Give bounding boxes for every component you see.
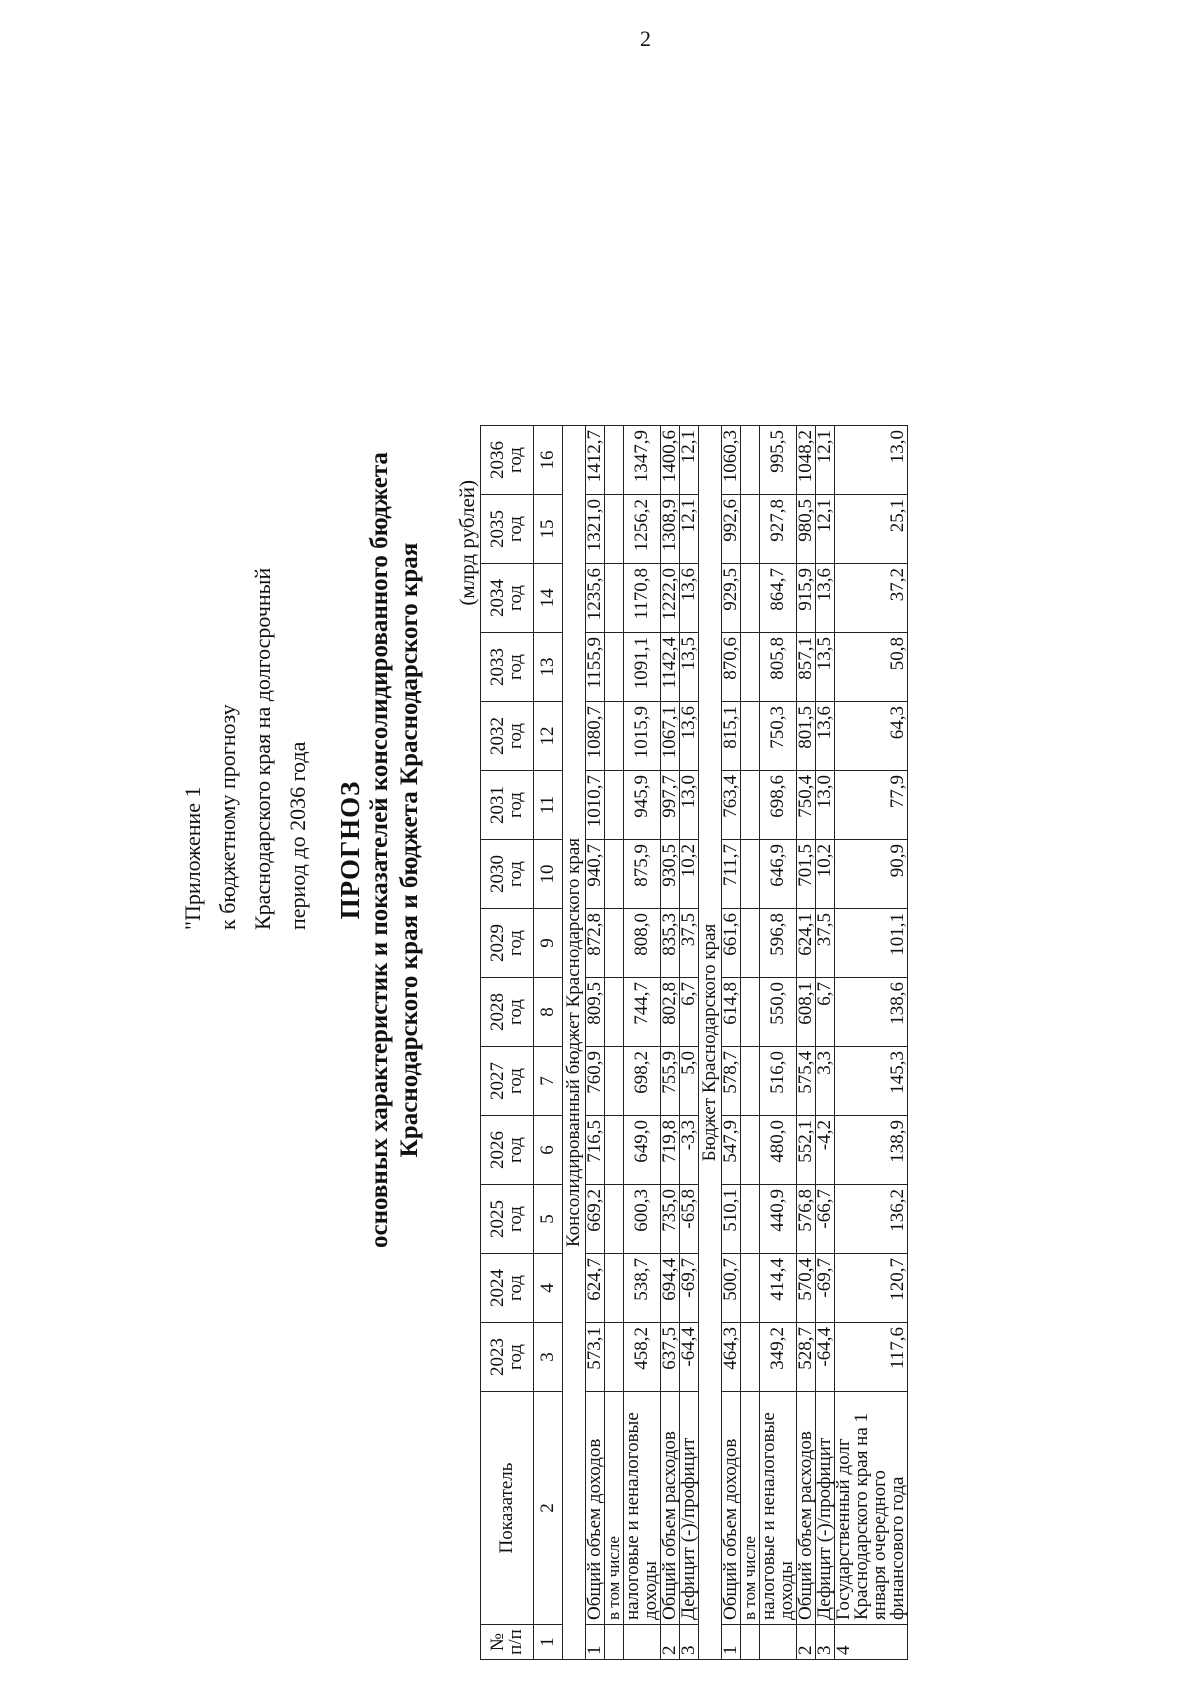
value-cell: 1222,0: [661, 564, 680, 633]
table-header-row: [481, 426, 534, 1660]
page-number: 2: [640, 26, 651, 51]
table-row: [797, 426, 816, 1660]
table-row: [835, 426, 908, 1660]
value-cell: 13,0: [816, 771, 835, 840]
value-cell: 857,1: [797, 633, 816, 702]
value-cell: -65,8: [680, 1185, 699, 1254]
value-cell: 750,3: [760, 702, 797, 771]
value-cell: 538,7: [624, 1254, 661, 1323]
value-cell: 101,1: [835, 909, 908, 978]
rotated-page-content: [0, 40, 1200, 1660]
value-cell: 760,9: [586, 1047, 605, 1116]
value-cell: 802,8: [661, 978, 680, 1047]
row-number: 1: [586, 1625, 605, 1660]
value-cell: 930,5: [661, 840, 680, 909]
value-cell: 1347,9: [624, 426, 661, 495]
value-cell: 25,1: [835, 495, 908, 564]
column-number: 4: [534, 1254, 563, 1323]
value-cell: 719,8: [661, 1116, 680, 1185]
value-cell: -4,2: [816, 1116, 835, 1185]
row-label: Общий объем расходов: [797, 1392, 816, 1625]
value-cell: 575,4: [797, 1047, 816, 1116]
appendix-note: [175, 568, 315, 930]
column-numbers-row: [534, 426, 563, 1660]
value-cell: 624,1: [797, 909, 816, 978]
column-number: 15: [534, 495, 563, 564]
value-cell: 1091,1: [624, 633, 661, 702]
value-cell: -64,4: [680, 1323, 699, 1392]
column-number: 7: [534, 1047, 563, 1116]
header-year: 2030 год: [481, 840, 534, 909]
empty-cell: [741, 495, 760, 564]
empty-cell: [605, 495, 624, 564]
value-cell: 1170,8: [624, 564, 661, 633]
value-cell: 716,5: [586, 1116, 605, 1185]
value-cell: 12,1: [680, 495, 699, 564]
empty-cell: [605, 633, 624, 702]
value-cell: 614,8: [722, 978, 741, 1047]
value-cell: -3,3: [680, 1116, 699, 1185]
appendix-line: период до 2036 года: [285, 741, 310, 930]
value-cell: -69,7: [816, 1254, 835, 1323]
value-cell: 1412,7: [586, 426, 605, 495]
row-label: Государственный долг Краснодарского края на 1 января очередного финансового года: [835, 1392, 908, 1625]
empty-cell: [741, 633, 760, 702]
value-cell: 10,2: [816, 840, 835, 909]
row-number: 3: [680, 1625, 699, 1660]
value-cell: 624,7: [586, 1254, 605, 1323]
row-label: Общий объем доходов: [722, 1392, 741, 1625]
value-cell: 835,3: [661, 909, 680, 978]
row-label: налоговые и неналоговые доходы: [624, 1392, 661, 1625]
value-cell: 929,5: [722, 564, 741, 633]
value-cell: 349,2: [760, 1323, 797, 1392]
column-number: 9: [534, 909, 563, 978]
value-cell: 90,9: [835, 840, 908, 909]
value-cell: 10,2: [680, 840, 699, 909]
value-cell: 711,7: [722, 840, 741, 909]
value-cell: -69,7: [680, 1254, 699, 1323]
table-row: [722, 426, 741, 1660]
empty-cell: [605, 702, 624, 771]
column-number: 8: [534, 978, 563, 1047]
column-number: 13: [534, 633, 563, 702]
empty-cell: [605, 564, 624, 633]
value-cell: 864,7: [760, 564, 797, 633]
value-cell: 138,9: [835, 1116, 908, 1185]
value-cell: 578,7: [722, 1047, 741, 1116]
value-cell: 649,0: [624, 1116, 661, 1185]
value-cell: 1015,9: [624, 702, 661, 771]
row-number: [605, 1625, 624, 1660]
value-cell: 12,1: [816, 426, 835, 495]
value-cell: 940,7: [586, 840, 605, 909]
table-row: [605, 426, 624, 1660]
value-cell: 608,1: [797, 978, 816, 1047]
value-cell: 805,8: [760, 633, 797, 702]
table-row: [680, 426, 699, 1660]
row-number: 2: [661, 1625, 680, 1660]
row-label: Общий объем доходов: [586, 1392, 605, 1625]
value-cell: 815,1: [722, 702, 741, 771]
value-cell: 1010,7: [586, 771, 605, 840]
row-label: Общий объем расходов: [661, 1392, 680, 1625]
header-year: 2028 год: [481, 978, 534, 1047]
value-cell: 870,6: [722, 633, 741, 702]
value-cell: 5,0: [680, 1047, 699, 1116]
value-cell: 37,5: [680, 909, 699, 978]
value-cell: 13,6: [816, 564, 835, 633]
column-number: 14: [534, 564, 563, 633]
section-row: [563, 426, 586, 1660]
header-year: 2031 год: [481, 771, 534, 840]
column-number: 1: [534, 1625, 563, 1660]
value-cell: 661,6: [722, 909, 741, 978]
empty-cell: [605, 771, 624, 840]
value-cell: 37,2: [835, 564, 908, 633]
empty-cell: [605, 426, 624, 495]
table-row: [760, 426, 797, 1660]
value-cell: 801,5: [797, 702, 816, 771]
title-main: ПРОГНОЗ: [335, 780, 365, 920]
column-number: 6: [534, 1116, 563, 1185]
title-line: основных характеристик и показателей консолидированного бюджета: [366, 452, 393, 1248]
value-cell: -64,4: [816, 1323, 835, 1392]
value-cell: 1155,9: [586, 633, 605, 702]
header-year: 2035 год: [481, 495, 534, 564]
value-cell: 117,6: [835, 1323, 908, 1392]
value-cell: 37,5: [816, 909, 835, 978]
empty-cell: [741, 1047, 760, 1116]
value-cell: 13,0: [835, 426, 908, 495]
value-cell: 945,9: [624, 771, 661, 840]
column-number: 3: [534, 1323, 563, 1392]
value-cell: 809,5: [586, 978, 605, 1047]
header-year: 2032 год: [481, 702, 534, 771]
value-cell: 600,3: [624, 1185, 661, 1254]
units-label: (млрд рублей): [455, 480, 479, 606]
empty-cell: [741, 840, 760, 909]
value-cell: 995,5: [760, 426, 797, 495]
column-number: 10: [534, 840, 563, 909]
value-cell: 414,4: [760, 1254, 797, 1323]
value-cell: 573,1: [586, 1323, 605, 1392]
row-number: [741, 1625, 760, 1660]
value-cell: 3,3: [816, 1047, 835, 1116]
appendix-line: к бюджетному прогнозу: [215, 704, 240, 930]
value-cell: 701,5: [797, 840, 816, 909]
empty-cell: [741, 426, 760, 495]
value-cell: 915,9: [797, 564, 816, 633]
header-year: 2025 год: [481, 1185, 534, 1254]
value-cell: 808,0: [624, 909, 661, 978]
table-row: [741, 426, 760, 1660]
value-cell: 510,1: [722, 1185, 741, 1254]
appendix-line: Краснодарского края на долгосрочный: [250, 567, 275, 930]
value-cell: 637,5: [661, 1323, 680, 1392]
header-year: 2034 год: [481, 564, 534, 633]
value-cell: 596,8: [760, 909, 797, 978]
section-title: Консолидированный бюджет Краснодарского края: [563, 426, 586, 1660]
value-cell: 698,6: [760, 771, 797, 840]
value-cell: 464,3: [722, 1323, 741, 1392]
value-cell: 6,7: [680, 978, 699, 1047]
table-row: [586, 426, 605, 1660]
value-cell: 750,4: [797, 771, 816, 840]
value-cell: 927,8: [760, 495, 797, 564]
value-cell: 480,0: [760, 1116, 797, 1185]
row-label: налоговые и неналоговые доходы: [760, 1392, 797, 1625]
value-cell: 6,7: [816, 978, 835, 1047]
value-cell: 872,8: [586, 909, 605, 978]
header-year: 2027 год: [481, 1047, 534, 1116]
value-cell: 13,6: [680, 564, 699, 633]
value-cell: 698,2: [624, 1047, 661, 1116]
value-cell: 77,9: [835, 771, 908, 840]
value-cell: 136,2: [835, 1185, 908, 1254]
empty-cell: [741, 1185, 760, 1254]
value-cell: 570,4: [797, 1254, 816, 1323]
empty-cell: [605, 1254, 624, 1323]
header-year: 2026 год: [481, 1116, 534, 1185]
row-label: Дефицит (-)/профицит: [680, 1392, 699, 1625]
value-cell: 1067,1: [661, 702, 680, 771]
row-number: 4: [835, 1625, 908, 1660]
value-cell: 1308,9: [661, 495, 680, 564]
header-indicator: Показатель: [481, 1392, 534, 1625]
value-cell: 13,6: [816, 702, 835, 771]
empty-cell: [741, 978, 760, 1047]
section-row: [699, 426, 722, 1660]
value-cell: 440,9: [760, 1185, 797, 1254]
value-cell: 744,7: [624, 978, 661, 1047]
value-cell: 12,1: [680, 426, 699, 495]
value-cell: 13,5: [680, 633, 699, 702]
forecast-table: [480, 425, 908, 1660]
value-cell: 516,0: [760, 1047, 797, 1116]
value-cell: -66,7: [816, 1185, 835, 1254]
value-cell: 500,7: [722, 1254, 741, 1323]
empty-cell: [605, 1185, 624, 1254]
row-number: [760, 1625, 797, 1660]
row-label: в том числе: [741, 1392, 760, 1625]
value-cell: 12,1: [816, 495, 835, 564]
empty-cell: [741, 702, 760, 771]
table-row: [624, 426, 661, 1660]
value-cell: 1256,2: [624, 495, 661, 564]
value-cell: 13,0: [680, 771, 699, 840]
value-cell: 1400,6: [661, 426, 680, 495]
value-cell: 992,6: [722, 495, 741, 564]
empty-cell: [605, 1116, 624, 1185]
row-number: 2: [797, 1625, 816, 1660]
value-cell: 120,7: [835, 1254, 908, 1323]
column-number: 11: [534, 771, 563, 840]
value-cell: 1142,4: [661, 633, 680, 702]
column-number: 2: [534, 1392, 563, 1625]
empty-cell: [741, 1323, 760, 1392]
value-cell: 1048,2: [797, 426, 816, 495]
value-cell: 1080,7: [586, 702, 605, 771]
row-number: 1: [722, 1625, 741, 1660]
value-cell: 875,9: [624, 840, 661, 909]
value-cell: 13,6: [680, 702, 699, 771]
header-year: 2033 год: [481, 633, 534, 702]
header-year: 2036 год: [481, 426, 534, 495]
value-cell: 735,0: [661, 1185, 680, 1254]
value-cell: 1321,0: [586, 495, 605, 564]
empty-cell: [741, 1116, 760, 1185]
document-title: [335, 40, 425, 1660]
value-cell: 552,1: [797, 1116, 816, 1185]
empty-cell: [605, 978, 624, 1047]
empty-cell: [741, 1254, 760, 1323]
column-number: 12: [534, 702, 563, 771]
table-row: [661, 426, 680, 1660]
value-cell: 138,6: [835, 978, 908, 1047]
column-number: 5: [534, 1185, 563, 1254]
title-line: Краснодарского края и бюджета Краснодарского края: [396, 542, 423, 1158]
row-label: в том числе: [605, 1392, 624, 1625]
value-cell: 576,8: [797, 1185, 816, 1254]
row-number: 3: [816, 1625, 835, 1660]
row-number: [624, 1625, 661, 1660]
row-label: Дефицит (-)/профицит: [816, 1392, 835, 1625]
empty-cell: [741, 564, 760, 633]
value-cell: 547,9: [722, 1116, 741, 1185]
value-cell: 1060,3: [722, 426, 741, 495]
value-cell: 528,7: [797, 1323, 816, 1392]
value-cell: 646,9: [760, 840, 797, 909]
value-cell: 458,2: [624, 1323, 661, 1392]
value-cell: 550,0: [760, 978, 797, 1047]
value-cell: 1235,6: [586, 564, 605, 633]
empty-cell: [741, 909, 760, 978]
value-cell: 980,5: [797, 495, 816, 564]
value-cell: 997,7: [661, 771, 680, 840]
empty-cell: [605, 909, 624, 978]
header-no: № п/п: [481, 1625, 534, 1660]
value-cell: 145,3: [835, 1047, 908, 1116]
table-row: [816, 426, 835, 1660]
value-cell: 64,3: [835, 702, 908, 771]
empty-cell: [741, 771, 760, 840]
value-cell: 694,4: [661, 1254, 680, 1323]
empty-cell: [605, 1047, 624, 1116]
header-year: 2023 год: [481, 1323, 534, 1392]
empty-cell: [605, 1323, 624, 1392]
column-number: 16: [534, 426, 563, 495]
value-cell: 13,5: [816, 633, 835, 702]
section-title: Бюджет Краснодарского края: [699, 426, 722, 1660]
value-cell: 763,4: [722, 771, 741, 840]
appendix-line: "Приложение 1: [180, 786, 205, 930]
header-year: 2024 год: [481, 1254, 534, 1323]
empty-cell: [605, 840, 624, 909]
value-cell: 669,2: [586, 1185, 605, 1254]
value-cell: 50,8: [835, 633, 908, 702]
header-year: 2029 год: [481, 909, 534, 978]
value-cell: 755,9: [661, 1047, 680, 1116]
